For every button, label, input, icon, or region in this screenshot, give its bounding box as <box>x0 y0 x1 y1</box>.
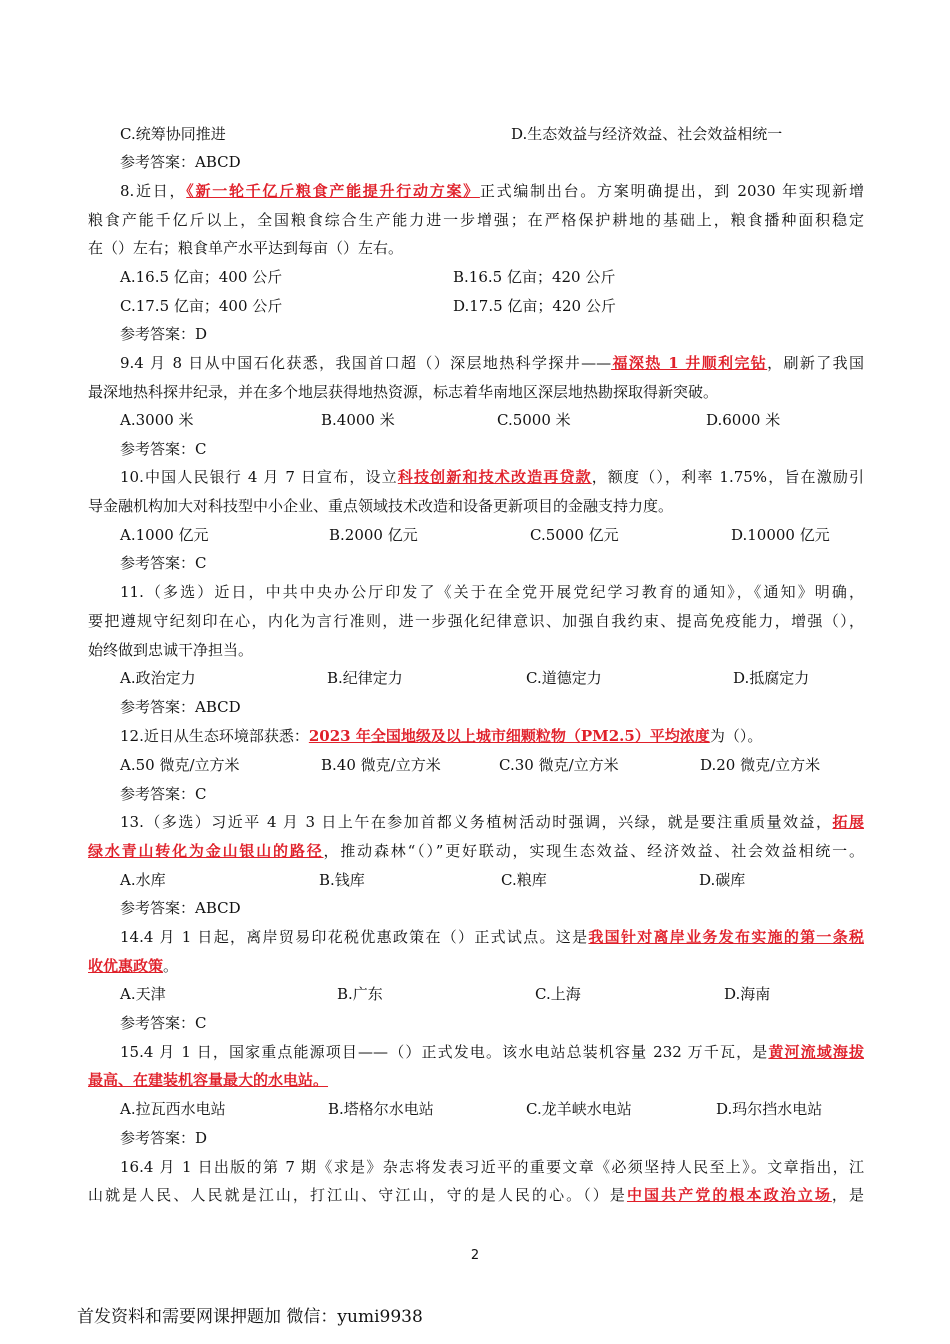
q15-option-d: D.玛尔挡水电站 <box>716 1100 823 1118</box>
q16-stem-line-2: 山就是人民、人民就是江山，打江山、守江山，守的是人民的心。（）是中国共产党的根本政治立场，是 <box>88 1186 864 1204</box>
q11-stem-line-1: 11.（多选）近日，中共中央办公厅印发了《关于在全党开展党纪学习教育的通知》，《通知》明确， <box>120 583 864 601</box>
q13-highlight-2: 绿水青山转化为金山银山的路径 <box>88 842 324 860</box>
q12-answer: 参考答案：C <box>120 785 207 803</box>
q16-highlight: 中国共产党的根本政治立场 <box>626 1186 832 1204</box>
q12-option-d: D.20 微克/立方米 <box>700 756 821 774</box>
q9-answer: 参考答案：C <box>120 440 207 458</box>
q8-stem-line-2: 粮食产能千亿斤以上，全国粮食综合生产能力进一步增强；在严格保护耕地的基础上，粮食播种面积稳定 <box>88 211 864 229</box>
q9-stem-line-2: 最深地热科探井纪录，并在多个地层获得地热资源，标志着华南地区深层地热勘探取得新突破。 <box>88 383 719 401</box>
q7-option-d: D.生态效益与经济效益、社会效益相统一 <box>511 125 783 143</box>
q14-stem-line-2: 收优惠政策。 <box>88 957 179 975</box>
q8-option-b: B.16.5 亿亩；420 公斤 <box>453 268 616 286</box>
q13-option-a: A.水库 <box>120 871 166 889</box>
q13-option-d: D.碳库 <box>699 871 746 889</box>
q15-option-a: A.拉瓦西水电站 <box>120 1100 226 1118</box>
q8-answer: 参考答案：D <box>120 325 208 343</box>
q14-stem-line-1: 14.4 月 1 日起，离岸贸易印花税优惠政策在（）正式试点。这是我国针对离岸业务发布实施的第一条税 <box>120 928 864 946</box>
q11-stem-line-2: 要把遵规守纪刻印在心，内化为言行准则，进一步强化纪律意识、加强自我约束、提高免疫能力，增强（）， <box>88 612 864 630</box>
q13-highlight-1: 拓展 <box>832 813 864 831</box>
q12-option-a: A.50 微克/立方米 <box>120 756 240 774</box>
q9-highlight: 福深热 1 井顺利完钻 <box>611 354 768 372</box>
q9-option-a: A.3000 米 <box>120 411 194 429</box>
q10-option-a: A.1000 亿元 <box>120 526 209 544</box>
q8-option-a: A.16.5 亿亩；400 公斤 <box>120 268 283 286</box>
q11-option-d: D.抵腐定力 <box>733 669 810 687</box>
q8-highlight: 《新一轮千亿斤粮食产能提升行动方案》 <box>186 182 480 200</box>
q11-option-c: C.道德定力 <box>526 669 602 687</box>
q15-option-b: B.塔格尔水电站 <box>328 1100 434 1118</box>
q10-stem-line-1: 10.中国人民银行 4 月 7 日宣布，设立科技创新和技术改造再贷款，额度（），利率 1.75%，旨在激励引 <box>120 468 865 486</box>
q14-option-d: D.海南 <box>724 985 771 1003</box>
q8-stem-line-1: 8.近日，《新一轮千亿斤粮食产能提升行动方案》正式编制出台。方案明确提出，到 2030 年实现新增 <box>120 182 864 200</box>
q13-answer: 参考答案：ABCD <box>120 899 241 917</box>
q11-option-b: B.纪律定力 <box>327 669 403 687</box>
page-number: 2 <box>470 1248 480 1263</box>
q12-stem-line-1: 12.近日从生态环境部获悉：2023 年全国地级及以上城市细颗粒物（PM2.5）平均浓度为（）。 <box>120 727 763 745</box>
q8-option-c: C.17.5 亿亩；400 公斤 <box>120 297 283 315</box>
q12-option-b: B.40 微克/立方米 <box>321 756 441 774</box>
q15-answer: 参考答案：D <box>120 1129 208 1147</box>
q9-option-d: D.6000 米 <box>706 411 781 429</box>
q13-option-c: C.粮库 <box>501 871 547 889</box>
q14-highlight-1: 我国针对离岸业务发布实施的第一条税 <box>588 928 864 946</box>
q15-option-c: C.龙羊峡水电站 <box>526 1100 632 1118</box>
footer-watermark-text: 首发资料和需要网课押题加 微信：yumi9938 <box>77 1307 423 1327</box>
q11-stem-line-3: 始终做到忠诚干净担当。 <box>88 641 254 659</box>
q10-answer: 参考答案：C <box>120 554 207 572</box>
q9-stem-line-1: 9.4 月 8 日从中国石化获悉，我国首口超（）深层地热科学探井——福深热 1 井顺利完钻，刷新了我国 <box>120 354 864 372</box>
q14-option-b: B.广东 <box>337 985 383 1003</box>
q10-highlight: 科技创新和技术改造再贷款 <box>397 468 592 486</box>
q7-option-c: C.统筹协同推进 <box>120 125 226 143</box>
q15-stem-line-1: 15.4 月 1 日，国家重点能源项目——（）正式发电。该水电站总装机容量 232 万千瓦，是黄河流域海拔 <box>120 1043 864 1061</box>
q9-option-b: B.4000 米 <box>321 411 395 429</box>
q14-option-c: C.上海 <box>535 985 581 1003</box>
q14-option-a: A.天津 <box>120 985 166 1003</box>
q11-answer: 参考答案：ABCD <box>120 698 241 716</box>
q13-stem-line-1: 13.（多选）习近平 4 月 3 日上午在参加首都义务植树活动时强调，兴绿，就是要注重质量效益，拓展 <box>120 813 864 831</box>
q12-option-c: C.30 微克/立方米 <box>499 756 619 774</box>
q8-stem-line-3: 在（）左右；粮食单产水平达到每亩（）左右。 <box>88 239 404 257</box>
q10-option-d: D.10000 亿元 <box>731 526 830 544</box>
q15-highlight-1: 黄河流域海拔 <box>768 1043 864 1061</box>
q10-option-c: C.5000 亿元 <box>530 526 619 544</box>
q10-option-b: B.2000 亿元 <box>329 526 418 544</box>
q10-stem-line-2: 导金融机构加大对科技型中小企业、重点领域技术改造和设备更新项目的金融支持力度。 <box>88 497 674 515</box>
q12-highlight: 2023 年全国地级及以上城市细颗粒物（PM2.5）平均浓度 <box>308 727 710 745</box>
q15-stem-line-2 <box>88 1070 328 1090</box>
q14-answer: 参考答案：C <box>120 1014 207 1032</box>
q7-answer: 参考答案：ABCD <box>120 153 241 171</box>
q13-stem-line-2: 绿水青山转化为金山银山的路径，推动森林“（）”更好联动，实现生态效益、经济效益、社会效益相统一。 <box>88 842 864 860</box>
q9-option-c: C.5000 米 <box>497 411 571 429</box>
q11-option-a: A.政治定力 <box>120 669 196 687</box>
q8-option-d: D.17.5 亿亩；420 公斤 <box>453 297 616 315</box>
q13-option-b: B.钱库 <box>319 871 365 889</box>
q15-highlight-2: 最高、在建装机容量最大的水电站。 <box>88 1071 329 1089</box>
q14-highlight-2: 收优惠政策 <box>88 957 164 975</box>
q16-stem-line-1: 16.4 月 1 日出版的第 7 期《求是》杂志将发表习近平的重要文章《必须坚持人民至上》。文章指出，江 <box>120 1158 864 1176</box>
